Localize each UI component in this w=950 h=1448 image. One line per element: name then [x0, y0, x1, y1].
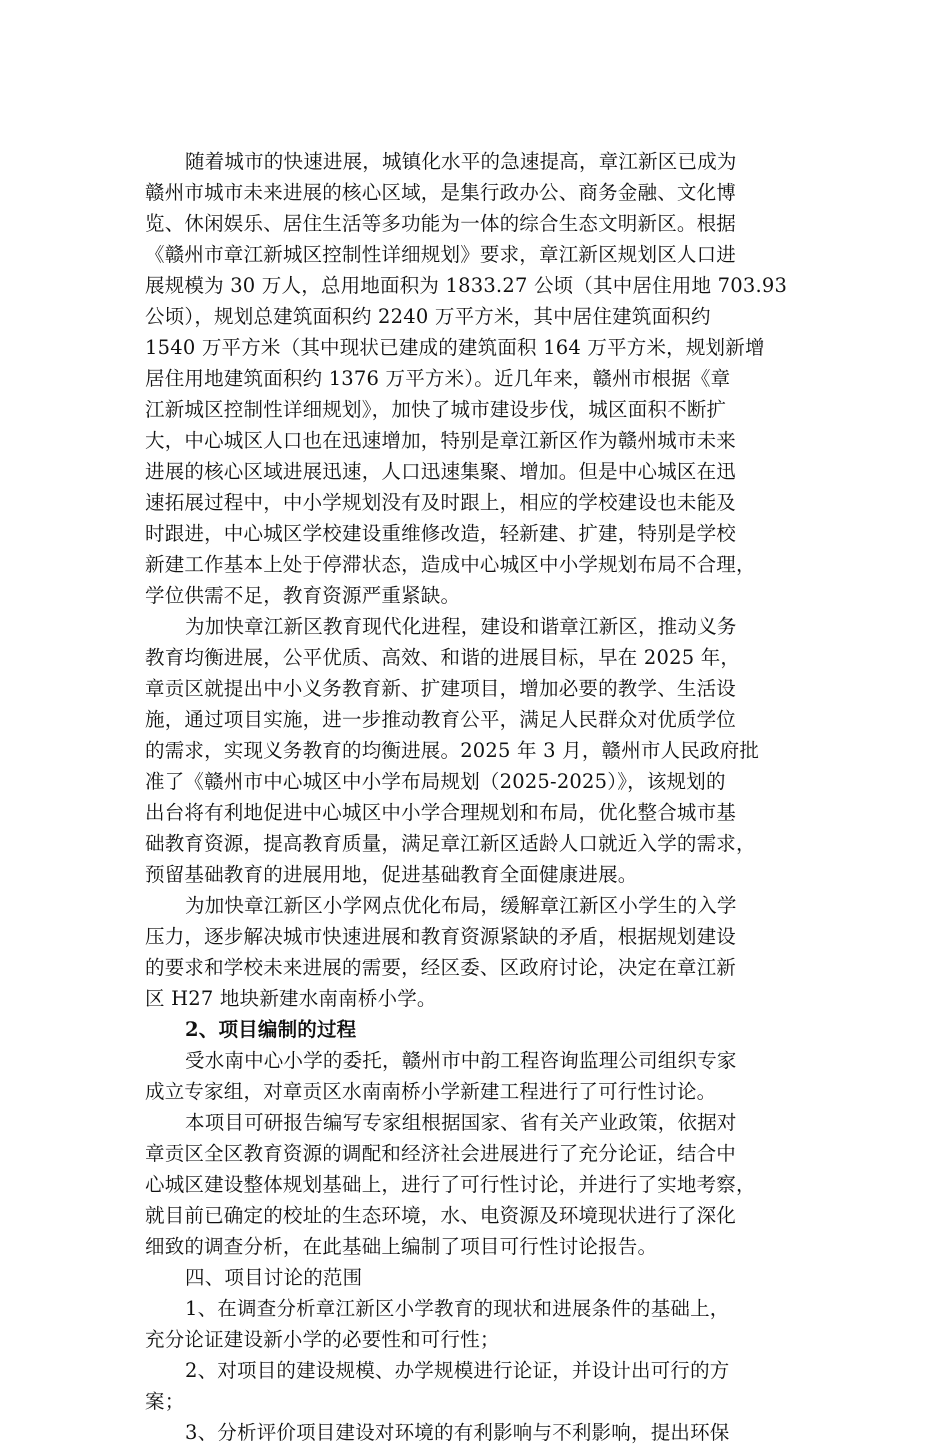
text-line: 预留基础教育的进展用地，促进基础教育全面健康进展。: [145, 863, 638, 886]
text-line: 章贡区全区教育资源的调配和经济社会进展进行了充分论证，结合中: [145, 1142, 737, 1165]
text-line: 教育均衡进展，公平优质、高效、和谐的进展目标，早在 2025 年，: [145, 646, 741, 669]
text-line: 施，通过项目实施，进一步推动教育公平，满足人民群众对优质学位: [145, 708, 737, 731]
text-line: 四、项目讨论的范围: [185, 1266, 363, 1289]
text-line: 居住用地建筑面积约 1376 万平方米）。近几年来，赣州市根据《章: [145, 367, 731, 390]
text-line: 3、分析评价项目建设对环境的有利影响与不利影响，提出环保: [185, 1421, 730, 1444]
text-line: 览、休闲娱乐、居住生活等多功能为一体的综合生态文明新区。根据: [145, 212, 737, 235]
text-line: 1540 万平方米（其中现状已建成的建筑面积 164 万平方米，规划新增: [145, 336, 765, 359]
text-line: 速拓展过程中，中小学规划没有及时跟上，相应的学校建设也未能及: [145, 491, 737, 514]
text-line: 展规模为 30 万人，总用地面积为 1833.27 公顷（其中居住用地 703.93: [145, 274, 788, 297]
text-line: 1、在调查分析章江新区小学教育的现状和进展条件的基础上，: [185, 1297, 730, 1320]
text-line: 心城区建设整体规划基础上，进行了可行性讨论，并进行了实地考察，: [145, 1173, 756, 1196]
text-line: 大，中心城区人口也在迅速增加，特别是章江新区作为赣州城市未来: [145, 429, 737, 452]
text-line: 案；: [145, 1390, 185, 1413]
text-line: 区 H27 地块新建水南南桥小学。: [145, 987, 437, 1010]
text-line: 时跟进，中心城区学校建设重维修改造，轻新建、扩建，特别是学校: [145, 522, 737, 545]
text-line: 准了《赣州市中心城区中小学布局规划（2025-2025）》，该规划的: [145, 770, 726, 793]
text-line: 学位供需不足，教育资源严重紧缺。: [145, 584, 461, 607]
text-line: 随着城市的快速进展，城镇化水平的急速提高，章江新区已成为: [185, 150, 737, 173]
text-line: 压力，逐步解决城市快速进展和教育资源紧缺的矛盾，根据规划建设: [145, 925, 737, 948]
text-line: 成立专家组，对章贡区水南南桥小学新建工程进行了可行性讨论。: [145, 1080, 717, 1103]
text-line: 就目前已确定的校址的生态环境，水、电资源及环境现状进行了深化: [145, 1204, 737, 1227]
text-line: 受水南中心小学的委托，赣州市中韵工程咨询监理公司组织专家: [185, 1049, 737, 1072]
section-heading: 2、项目编制的过程: [185, 1018, 357, 1041]
text-line: 赣州市城市未来进展的核心区域，是集行政办公、商务金融、文化博: [145, 181, 737, 204]
text-line: 江新城区控制性详细规划》，加快了城市建设步伐，城区面积不断扩: [145, 398, 727, 421]
text-line: 为加快章江新区小学网点优化布局，缓解章江新区小学生的入学: [185, 894, 737, 917]
text-line: 章贡区就提出中小义务教育新、扩建项目，增加必要的教学、生活设: [145, 677, 737, 700]
text-line: 为加快章江新区教育现代化进程，建设和谐章江新区，推动义务: [185, 615, 737, 638]
text-line: 《赣州市章江新城区控制性详细规划》要求，章江新区规划区人口进: [145, 243, 737, 266]
text-line: 础教育资源，提高教育质量，满足章江新区适龄人口就近入学的需求，: [145, 832, 756, 855]
text-line: 的要求和学校未来进展的需要，经区委、区政府讨论，决定在章江新: [145, 956, 737, 979]
text-line: 公顷），规划总建筑面积约 2240 万平方米，其中居住建筑面积约: [145, 305, 711, 328]
text-line: 细致的调查分析，在此基础上编制了项目可行性讨论报告。: [145, 1235, 658, 1258]
text-line: 进展的核心区域进展迅速，人口迅速集聚、增加。但是中心城区在迅: [145, 460, 737, 483]
text-line: 出台将有利地促进中心城区中小学合理规划和布局，优化整合城市基: [145, 801, 737, 824]
text-line: 本项目可研报告编写专家组根据国家、省有关产业政策，依据对: [185, 1111, 737, 1134]
text-line: 充分论证建设新小学的必要性和可行性；: [145, 1328, 500, 1351]
text-line: 新建工作基本上处于停滞状态，造成中心城区中小学规划布局不合理，: [145, 553, 756, 576]
document-body: [145, 146, 830, 1448]
text-line: 2、对项目的建设规模、办学规模进行论证，并设计出可行的方: [185, 1359, 730, 1382]
text-line: 的需求，实现义务教育的均衡进展。2025 年 3 月，赣州市人民政府批: [145, 739, 760, 762]
